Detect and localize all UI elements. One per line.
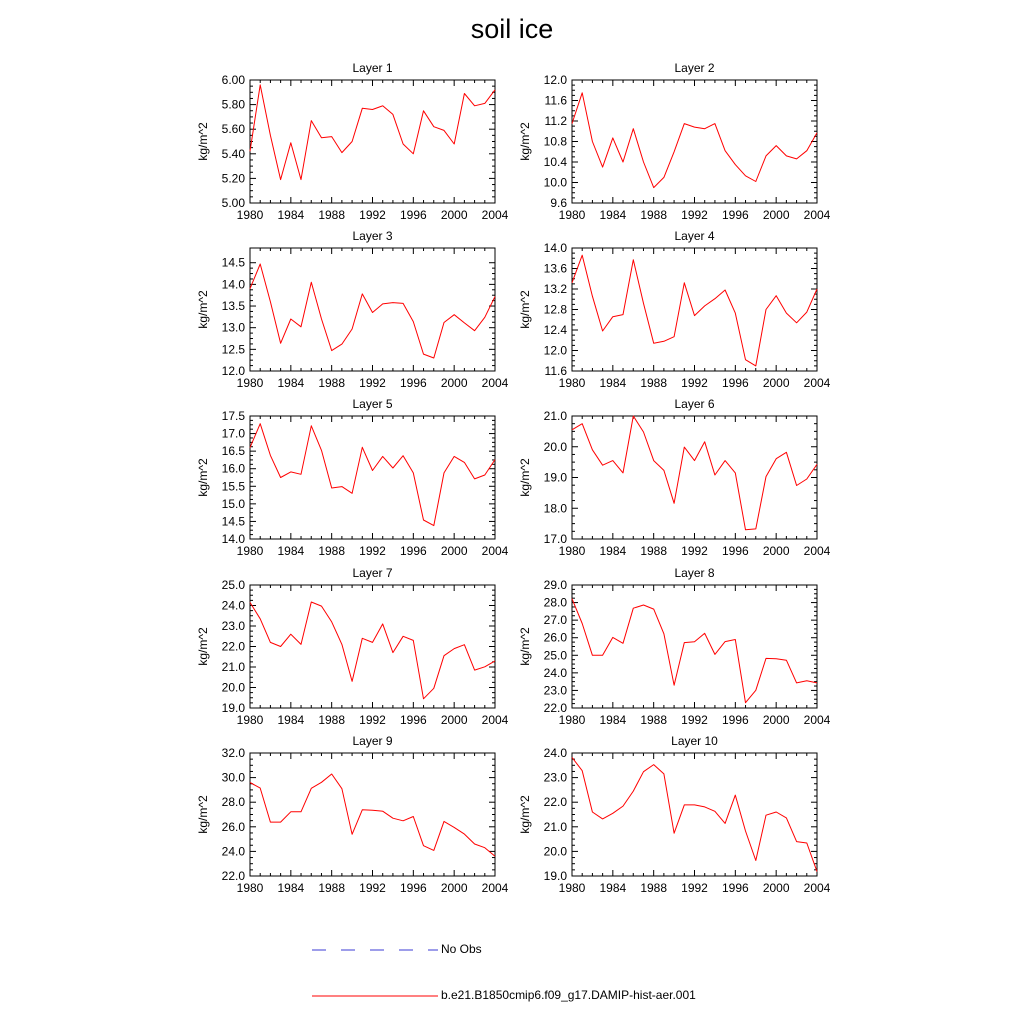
y-tick-label: 17.0: [543, 532, 567, 546]
x-tick-label: 2004: [481, 376, 509, 390]
series-line: [250, 602, 495, 699]
x-tick-label: 1984: [599, 376, 627, 390]
y-tick-label: 24.0: [543, 746, 567, 760]
x-tick-label: 1992: [359, 376, 386, 390]
x-tick-label: 1980: [236, 881, 264, 895]
panel-title: Layer 6: [674, 397, 715, 411]
x-tick-label: 2004: [803, 881, 831, 895]
x-tick-label: 1980: [558, 881, 586, 895]
x-tick-label: 1984: [599, 713, 627, 727]
x-tick-label: 1984: [277, 881, 305, 895]
panel-6: [518, 397, 831, 558]
x-tick-label: 2000: [762, 881, 790, 895]
plot-frame: [250, 585, 495, 708]
model-line-swatch: [310, 986, 440, 1006]
y-tick-label: 29.0: [543, 578, 567, 592]
x-tick-label: 1980: [236, 376, 264, 390]
y-tick-label: 13.2: [543, 282, 567, 296]
y-axis-label: kg/m^2: [518, 290, 532, 329]
y-tick-label: 16.0: [221, 461, 245, 476]
y-axis-label: kg/m^2: [196, 795, 210, 834]
x-tick-label: 2000: [440, 208, 468, 222]
legend-model-label: b.e21.B1850cmip6.f09_g17.DAMIP-hist-aer.001: [441, 988, 696, 1002]
y-tick-label: 21.0: [543, 409, 567, 423]
x-tick-label: 1992: [681, 544, 708, 558]
y-tick-label: 27.0: [543, 613, 567, 628]
x-tick-label: 1988: [318, 376, 346, 390]
x-tick-label: 1984: [277, 713, 305, 727]
x-tick-label: 2004: [803, 544, 831, 558]
series-line: [572, 93, 817, 188]
y-axis-label: kg/m^2: [196, 627, 210, 666]
series-line: [250, 424, 495, 526]
x-tick-label: 2004: [803, 713, 831, 727]
y-tick-label: 23.0: [221, 619, 245, 633]
y-tick-label: 10.8: [543, 134, 567, 149]
y-tick-label: 15.5: [221, 479, 245, 494]
x-tick-label: 2004: [481, 881, 509, 895]
series-line: [572, 416, 817, 530]
series-line: [250, 264, 495, 358]
x-tick-label: 2004: [481, 208, 509, 222]
y-tick-label: 21.0: [221, 660, 245, 674]
x-tick-label: 2004: [481, 713, 509, 727]
y-tick-label: 17.0: [221, 426, 245, 441]
x-tick-label: 1984: [599, 208, 627, 222]
series-line: [572, 255, 817, 366]
panel-1: [196, 61, 509, 222]
y-tick-label: 32.0: [221, 746, 245, 760]
plot-frame: [250, 248, 495, 371]
x-tick-label: 1992: [359, 713, 386, 727]
y-tick-label: 10.0: [543, 175, 567, 190]
y-axis-label: kg/m^2: [196, 458, 210, 497]
x-tick-label: 2000: [440, 881, 468, 895]
y-tick-label: 23.0: [543, 683, 567, 698]
y-tick-label: 12.4: [543, 323, 567, 337]
y-tick-label: 10.4: [543, 155, 567, 169]
x-tick-label: 1992: [681, 881, 708, 895]
x-tick-label: 1996: [399, 208, 427, 222]
panel-title: Layer 3: [352, 229, 393, 243]
y-tick-label: 9.6: [550, 196, 567, 210]
panel-8: [518, 566, 831, 727]
y-tick-label: 26.0: [543, 630, 567, 645]
x-tick-label: 2004: [803, 376, 831, 390]
y-tick-label: 11.2: [544, 114, 567, 128]
x-tick-label: 1988: [640, 544, 668, 558]
x-tick-label: 1988: [640, 713, 668, 727]
panel-title: Layer 9: [352, 734, 393, 748]
plot-frame: [572, 248, 817, 371]
y-tick-label: 5.20: [221, 171, 245, 186]
y-tick-label: 22.0: [221, 869, 245, 883]
y-tick-label: 28.0: [221, 795, 245, 810]
x-tick-label: 1984: [277, 544, 305, 558]
x-tick-label: 1992: [359, 881, 386, 895]
x-tick-label: 1992: [681, 208, 708, 222]
x-tick-label: 2000: [440, 376, 468, 390]
y-tick-label: 16.5: [221, 444, 245, 459]
panel-title: Layer 10: [671, 734, 718, 748]
x-tick-label: 2000: [762, 208, 790, 222]
x-tick-label: 1992: [681, 713, 708, 727]
x-tick-label: 1988: [318, 208, 346, 222]
panel-title: Layer 8: [674, 566, 715, 580]
y-tick-label: 12.8: [543, 302, 567, 317]
y-tick-label: 22.0: [221, 639, 245, 654]
legend-model: [310, 986, 730, 1006]
x-tick-label: 1988: [640, 208, 668, 222]
y-tick-label: 23.0: [543, 770, 567, 785]
x-tick-label: 1988: [318, 713, 346, 727]
obs-line-swatch: [310, 940, 440, 960]
x-tick-label: 1984: [599, 881, 627, 895]
x-tick-label: 1988: [640, 376, 668, 390]
x-tick-label: 2000: [762, 544, 790, 558]
y-tick-label: 12.0: [221, 364, 245, 378]
x-tick-label: 1980: [558, 376, 586, 390]
y-tick-label: 18.0: [543, 501, 567, 516]
y-tick-label: 20.0: [543, 439, 567, 454]
series-line: [572, 599, 817, 703]
x-tick-label: 1996: [721, 881, 749, 895]
x-tick-label: 1984: [277, 208, 305, 222]
plot-frame: [572, 416, 817, 539]
series-line: [250, 85, 495, 180]
y-tick-label: 26.0: [221, 819, 245, 834]
panel-title: Layer 7: [352, 566, 393, 580]
y-tick-label: 25.0: [543, 648, 567, 663]
y-tick-label: 28.0: [543, 595, 567, 610]
y-axis-label: kg/m^2: [518, 627, 532, 666]
x-tick-label: 2000: [440, 544, 468, 558]
y-tick-label: 5.60: [221, 122, 245, 137]
panel-7: [196, 566, 509, 727]
x-tick-label: 1984: [599, 544, 627, 558]
panel-title: Layer 1: [352, 61, 393, 75]
x-tick-label: 2000: [762, 713, 790, 727]
y-axis-label: kg/m^2: [196, 122, 210, 161]
panel-9: [196, 734, 509, 895]
plot-frame: [250, 753, 495, 876]
y-tick-label: 24.0: [221, 844, 245, 859]
x-tick-label: 1996: [399, 713, 427, 727]
x-tick-label: 2000: [440, 713, 468, 727]
panel-4: [518, 229, 831, 390]
x-tick-label: 1988: [640, 881, 668, 895]
x-tick-label: 1996: [399, 376, 427, 390]
panel-2: [518, 61, 831, 222]
x-tick-label: 1996: [721, 713, 749, 727]
y-tick-label: 15.0: [221, 496, 245, 511]
panel-title: Layer 4: [674, 229, 715, 243]
y-tick-label: 11.6: [544, 364, 567, 378]
plot-frame: [572, 80, 817, 203]
y-tick-label: 14.5: [221, 255, 245, 270]
x-tick-label: 2004: [803, 208, 831, 222]
y-tick-label: 20.0: [543, 844, 567, 859]
x-tick-label: 2004: [481, 544, 509, 558]
series-line: [250, 774, 495, 856]
x-tick-label: 1988: [318, 544, 346, 558]
y-tick-label: 19.0: [543, 470, 567, 485]
x-tick-label: 1996: [399, 881, 427, 895]
x-tick-label: 1980: [558, 208, 586, 222]
y-tick-label: 24.0: [543, 665, 567, 680]
y-axis-label: kg/m^2: [518, 122, 532, 161]
y-tick-label: 17.5: [221, 409, 245, 423]
y-tick-label: 5.40: [221, 146, 245, 161]
y-tick-label: 14.0: [543, 241, 567, 255]
y-tick-label: 19.0: [543, 869, 567, 883]
y-tick-label: 6.00: [221, 73, 245, 87]
x-tick-label: 1996: [721, 544, 749, 558]
x-tick-label: 1980: [236, 208, 264, 222]
y-tick-label: 21.0: [543, 819, 567, 834]
y-tick-label: 5.80: [221, 97, 245, 112]
legend-obs: [310, 940, 710, 960]
panel-5: [196, 397, 509, 558]
x-tick-label: 1980: [558, 544, 586, 558]
y-tick-label: 13.0: [221, 320, 245, 335]
y-tick-label: 30.0: [221, 770, 245, 785]
x-tick-label: 1996: [399, 544, 427, 558]
plot-frame: [250, 416, 495, 539]
x-tick-label: 1992: [681, 376, 708, 390]
y-tick-label: 25.0: [221, 578, 245, 592]
page-title: soil ice: [470, 14, 554, 44]
y-tick-label: 12.5: [221, 342, 245, 357]
x-tick-label: 1980: [236, 713, 264, 727]
plot-frame: [250, 80, 495, 203]
panel-10: [518, 734, 831, 895]
y-tick-label: 22.0: [543, 795, 567, 810]
y-tick-label: 13.6: [543, 261, 567, 276]
y-tick-label: 12.0: [543, 73, 567, 87]
y-axis-label: kg/m^2: [196, 290, 210, 329]
y-tick-label: 19.0: [221, 701, 245, 715]
x-tick-label: 2000: [762, 376, 790, 390]
y-tick-label: 20.0: [221, 680, 245, 695]
y-tick-label: 5.00: [221, 196, 245, 210]
x-tick-label: 1996: [721, 208, 749, 222]
panel-title: Layer 5: [352, 397, 393, 411]
x-tick-label: 1992: [359, 544, 386, 558]
series-line: [572, 757, 817, 871]
x-tick-label: 1996: [721, 376, 749, 390]
y-tick-label: 22.0: [543, 701, 567, 715]
plot-frame: [572, 585, 817, 708]
panel-title: Layer 2: [674, 61, 715, 75]
legend-obs-label: No Obs: [441, 942, 482, 956]
y-tick-label: 11.6: [544, 93, 567, 108]
y-axis-label: kg/m^2: [518, 795, 532, 834]
x-tick-label: 1980: [558, 713, 586, 727]
x-tick-label: 1980: [236, 544, 264, 558]
y-tick-label: 12.0: [543, 343, 567, 358]
y-tick-label: 24.0: [221, 598, 245, 613]
panel-3: [196, 229, 509, 390]
y-tick-label: 14.0: [221, 277, 245, 292]
y-tick-label: 13.5: [221, 299, 245, 314]
x-tick-label: 1992: [359, 208, 386, 222]
y-tick-label: 14.0: [221, 532, 245, 546]
y-axis-label: kg/m^2: [518, 458, 532, 497]
x-tick-label: 1988: [318, 881, 346, 895]
x-tick-label: 1984: [277, 376, 305, 390]
y-tick-label: 14.5: [221, 514, 245, 529]
